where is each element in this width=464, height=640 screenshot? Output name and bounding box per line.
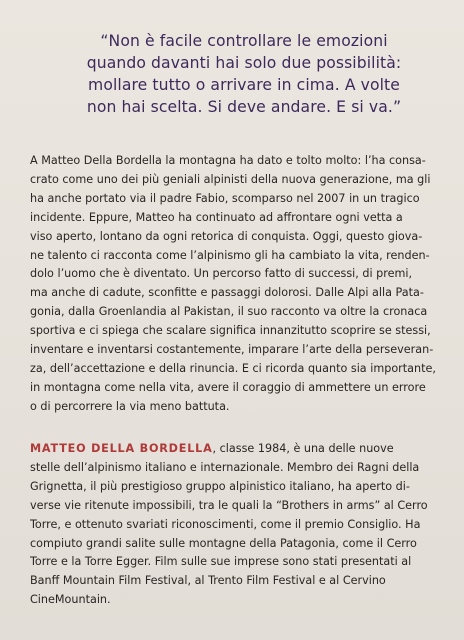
quote-line: “Non è facile controllare le emozioni xyxy=(100,32,388,50)
description-line: ha anche portato via il padre Fabio, scomparso nel 2007 in un tragico xyxy=(30,191,420,205)
description-line: sportiva e ci spiega che scalare significa innanzitutto scoprire se stessi, xyxy=(30,324,431,338)
author-name: MATTEO DELLA BORDELLA xyxy=(30,442,213,455)
book-description xyxy=(30,152,442,417)
description-line: gonia, dalla Groenlandia al Pakistan, il suo racconto va oltre la cronaca xyxy=(30,305,428,319)
bio-line: Torre, e ottenuto svariati riconoscimenti, come il premio Consiglio. Ha xyxy=(30,517,421,531)
bio-line: compiuto grandi salite sulle montagne della Patagonia, come il Cerro xyxy=(30,536,417,550)
description-line: o di percorrere la via meno battuta. xyxy=(30,399,230,413)
description-line: in montagna come nella vita, avere il coraggio di ammettere un errore xyxy=(30,380,426,394)
author-bio xyxy=(30,440,442,610)
bio-line: Grignetta, il più prestigioso gruppo alpinistico italiano, ha aperto di- xyxy=(30,479,410,493)
bio-line: Banff Mountain Film Festival, al Trento Film Festival e al Cervino xyxy=(30,574,386,588)
bio-line: Torre e la Torre Egger. Film sulle sue imprese sono stati presentati al xyxy=(30,555,412,569)
description-line: za, dell’accettazione e della rinuncia. E ci ricorda quanto sia importante, xyxy=(30,361,436,375)
description-line: ma anche di cadute, sconfitte e passaggi dolorosi. Dalle Alpi alla Pata- xyxy=(30,286,424,300)
bio-line: stelle dell’alpinismo italiano e internazionale. Membro dei Ragni della xyxy=(30,460,420,474)
description-line: inventare e inventarsi costantemente, imparare l’arte della perseveran- xyxy=(30,343,434,357)
description-line: crato come uno dei più geniali alpinisti della nuova generazione, ma gli xyxy=(30,172,431,186)
pull-quote xyxy=(44,30,444,118)
bio-first-line-rest: , classe 1984, è una delle nuove xyxy=(212,442,394,455)
quote-line: quando davanti hai solo due possibilità: xyxy=(86,54,402,72)
description-line: A Matteo Della Bordella la montagna ha dato e tolto molto: l’ha consa- xyxy=(30,154,426,167)
description-line: ne talento ci racconta come l’alpinismo gli ha cambiato la vita, renden- xyxy=(30,248,430,262)
quote-line: non hai scelta. Si deve andare. E si va.” xyxy=(86,98,402,116)
description-line: viso aperto, lontano da ogni retorica di conquista. Oggi, questo giova- xyxy=(30,229,423,243)
bio-first-line xyxy=(30,440,442,459)
description-line: incidente. Eppure, Matteo ha continuato ad affrontare ogni vetta a xyxy=(30,210,403,224)
bio-line: verse vie ritenute impossibili, tra le quali la “Brothers in arms” al Cerro xyxy=(30,498,428,512)
bio-line: CineMountain. xyxy=(30,593,111,607)
description-line: dolo l’uomo che è diventato. Un percorso fatto di successi, di premi, xyxy=(30,267,413,281)
quote-line: mollare tutto o arrivare in cima. A volte xyxy=(88,76,400,94)
